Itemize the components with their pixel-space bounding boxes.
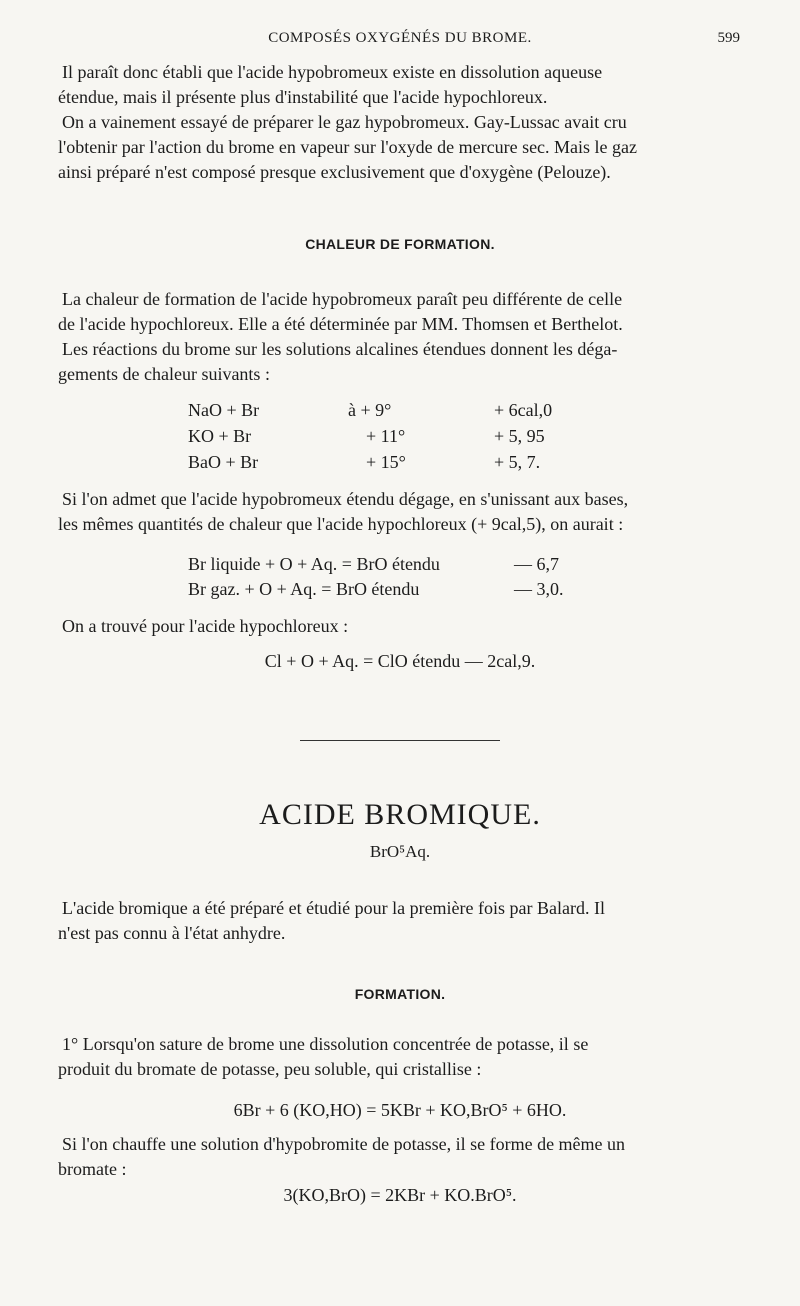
section-divider [300, 740, 500, 741]
text-line: bromate : [58, 1159, 127, 1179]
heat-table [0, 398, 800, 478]
text-line: de l'acide hypochloreux. Elle a été déterminée par MM. Thomsen et Berthelot. [58, 314, 623, 334]
running-title: COMPOSÉS OXYGÉNÉS DU BROME. [268, 30, 532, 46]
text-line: étendue, mais il présente plus d'instabilité que l'acide hypochloreux. [58, 87, 548, 107]
table-heat: + 5, 7. [494, 452, 541, 472]
text-line: Si l'on chauffe une solution d'hypobromite de potasse, il se forme de même un [62, 1134, 626, 1154]
text-line: les mêmes quantités de chaleur que l'acide hypochloreux (+ 9cal,5), on aurait : [58, 514, 624, 534]
text-line: ainsi préparé n'est composé presque exclusivement que d'oxygène (Pelouze). [58, 162, 611, 182]
table-reaction: KO + Br [188, 426, 252, 446]
table-temp: à + 9° [348, 400, 392, 420]
hypochloreux-line [58, 614, 712, 639]
text-line: n'est pas connu à l'état anhydre. [58, 923, 286, 943]
text-line: produit du bromate de potasse, peu soluble, qui cristallise : [58, 1059, 482, 1079]
formation-paragraph [58, 1032, 712, 1082]
equation-value: — 6,7 [514, 554, 559, 574]
equation-block [0, 552, 800, 604]
text-line: On a trouvé pour l'acide hypochloreux : [62, 616, 349, 636]
equation-bromate-1: 6Br + 6 (KO,HO) = 5KBr + KO,BrO⁵ + 6HO. [233, 1100, 567, 1120]
section-heading-formation: FORMATION. [354, 986, 446, 1002]
section-heading-chaleur: CHALEUR DE FORMATION. [305, 236, 495, 252]
text-line: On a vainement essayé de préparer le gaz hypobromeux. Gay-Lussac avait cru [62, 112, 627, 132]
text-line: Si l'on admet que l'acide hypobromeux étendu dégage, en s'unissant aux bases, [62, 489, 629, 509]
table-temp: + 15° [366, 452, 406, 472]
text-line: 1° Lorsqu'on sature de brome une dissolution concentrée de potasse, il se [62, 1034, 589, 1054]
table-heat: + 6cal,0 [494, 400, 553, 420]
text-line: Les réactions du brome sur les solutions alcalines étendues donnent les déga- [62, 339, 618, 359]
table-reaction: NaO + Br [188, 400, 260, 420]
bromique-paragraph [58, 896, 712, 946]
text-line: La chaleur de formation de l'acide hypobromeux paraît peu différente de celle [62, 289, 623, 309]
intro-paragraph [58, 60, 712, 185]
table-reaction: BaO + Br [188, 452, 259, 472]
hypobromite-paragraph [58, 1132, 712, 1182]
page-number: 599 [717, 30, 740, 46]
chaleur-paragraph [58, 287, 712, 387]
section-title-acide-bromique: ACIDE BROMIQUE. [259, 798, 541, 831]
page-header [60, 30, 740, 54]
text-line: l'obtenir par l'action du brome en vapeur sur l'oxyde de mercure sec. Mais le gaz [58, 137, 638, 157]
hypothesis-paragraph [58, 487, 712, 537]
table-temp: + 11° [366, 426, 406, 446]
equation-cl: Cl + O + Aq. = ClO étendu — 2cal,9. [264, 651, 536, 671]
table-heat: + 5, 95 [494, 426, 545, 446]
equation-left: Br liquide + O + Aq. = BrO étendu [188, 554, 440, 574]
equation-bromate-2: 3(KO,BrO) = 2KBr + KO.BrO⁵. [283, 1185, 517, 1205]
equation-value: — 3,0. [514, 579, 564, 599]
equation-left: Br gaz. + O + Aq. = BrO étendu [188, 579, 420, 599]
text-line: gements de chaleur suivants : [58, 364, 270, 384]
text-line: L'acide bromique a été préparé et étudié pour la première fois par Balard. Il [62, 898, 605, 918]
title-formula: BrO⁵Aq. [369, 842, 431, 861]
text-line: Il paraît donc établi que l'acide hypobromeux existe en dissolution aqueuse [62, 62, 603, 82]
